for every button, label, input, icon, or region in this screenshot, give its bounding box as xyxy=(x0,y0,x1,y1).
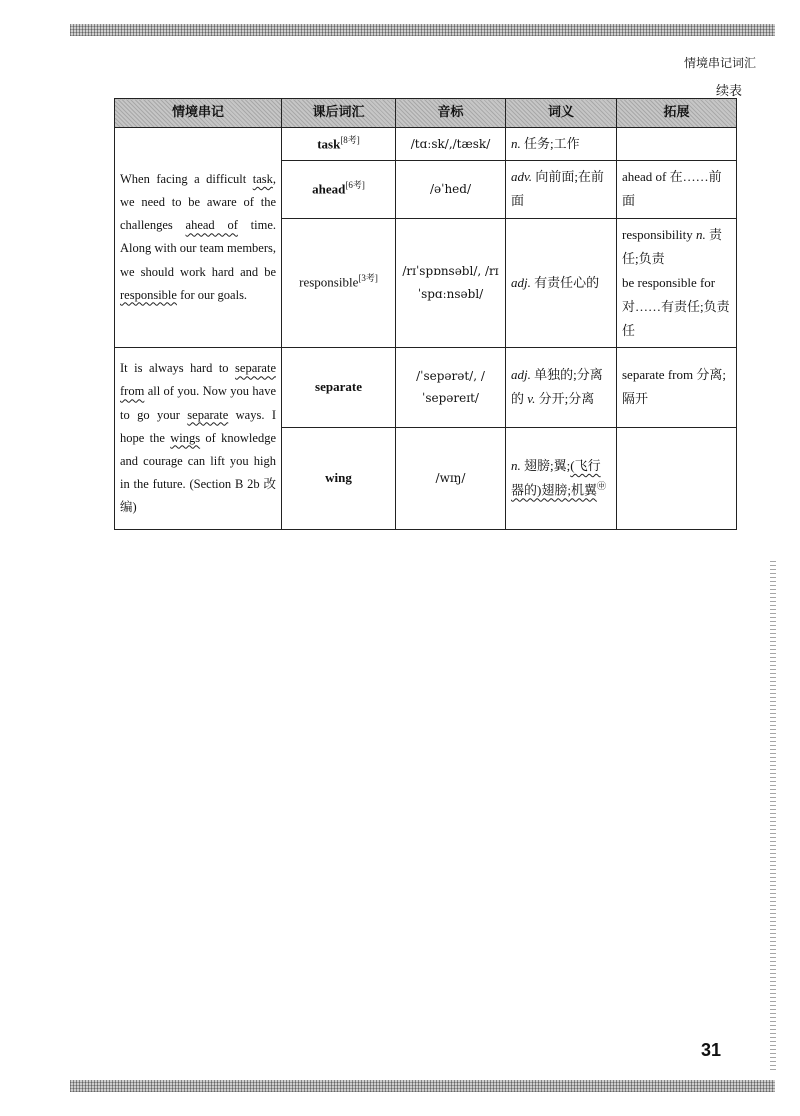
section-label: 情境串记词汇 xyxy=(683,56,756,70)
meaning-separate: adj. 单独的;分离的 v. 分开;分离 xyxy=(506,347,617,427)
extension-wing xyxy=(617,427,737,529)
header-phonetic: 音标 xyxy=(396,99,506,128)
vocabulary-table xyxy=(114,98,737,530)
header-scenario: 情境串记 xyxy=(115,99,282,128)
table-row-separate xyxy=(115,347,737,427)
high-school-badge-icon: ㊥ xyxy=(596,481,606,492)
extension-task xyxy=(617,128,737,161)
highlight-responsible: responsible xyxy=(120,287,177,302)
highlight-task: task xyxy=(252,172,273,187)
header-extension: 拓展 xyxy=(617,99,737,128)
scenario-text-1: When facing a difficult task, we need to be aware of the challenges ahead of time. Along with our team members, we should work hard and be responsible for our goals. xyxy=(115,128,282,348)
exam-count-tag: [8考] xyxy=(340,135,360,146)
phonetic-task: /tɑːsk/,/tæsk/ xyxy=(396,128,506,161)
top-decorative-band xyxy=(70,24,775,36)
highlight-wings: wings xyxy=(170,430,201,445)
word-separate: separate xyxy=(282,347,396,427)
highlight-aircraft-wing: (飞行器的)翅膀;机翼 xyxy=(511,458,601,498)
extension-separate: separate from 分离;隔开 xyxy=(617,347,737,427)
highlight-separate: separate xyxy=(187,407,229,422)
word-ahead: ahead[6考] xyxy=(282,161,396,218)
continued-label: 续表 xyxy=(715,84,742,99)
bottom-decorative-band xyxy=(70,1080,775,1092)
table-row-task xyxy=(115,128,737,161)
header-meaning: 词义 xyxy=(506,99,617,128)
meaning-task: n. 任务;工作 xyxy=(506,128,617,161)
extension-responsible: responsibility n. 责任;负责 be responsible for 对……有责任;负责任 xyxy=(617,218,737,347)
phonetic-responsible: /rɪˈspɒnsəbl/, /rɪˈspɑːnsəbl/ xyxy=(396,218,506,347)
word-responsible: responsible[3考] xyxy=(282,218,396,347)
word-wing: wing xyxy=(282,427,396,529)
table-header-row xyxy=(115,99,737,128)
exam-count-tag: [3考] xyxy=(358,273,378,284)
meaning-ahead: adv. 向前面;在前面 xyxy=(506,161,617,218)
phonetic-wing: /wɪŋ/ xyxy=(396,427,506,529)
highlight-ahead-of: ahead of xyxy=(185,218,238,233)
highlight-separate-from: separate from xyxy=(120,361,276,399)
phonetic-ahead: /əˈhed/ xyxy=(396,161,506,218)
exam-count-tag: [6考] xyxy=(345,180,365,191)
page-number: 31 xyxy=(701,1040,722,1060)
meaning-responsible: adj. 有责任心的 xyxy=(506,218,617,347)
meaning-wing: n. 翅膀;翼;(飞行器的)翅膀;机翼㊥ xyxy=(506,427,617,529)
scenario-text-2: It is always hard to separate from all of you. Now you have to go your separate ways. I hope the wings of knowledge and courage can lift you high in the future. (Section B 2b 改编) xyxy=(115,347,282,529)
header-word: 课后词汇 xyxy=(282,99,396,128)
extension-ahead: ahead of 在……前面 xyxy=(617,161,737,218)
phonetic-separate: /ˈsepərət/, /ˈsepəreɪt/ xyxy=(396,347,506,427)
right-margin-strip xyxy=(770,560,776,1070)
word-task: task[8考] xyxy=(282,128,396,161)
